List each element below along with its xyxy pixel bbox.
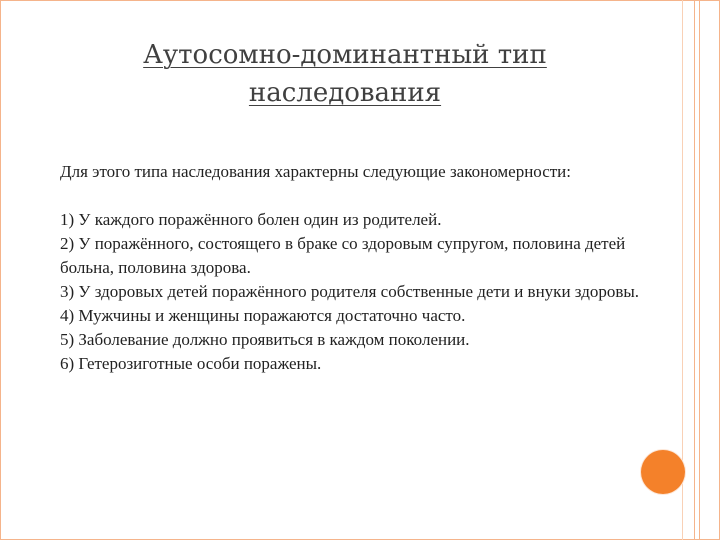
rule-item: 2) У поражённого, состоящего в браке со здоровым супругом, половина детей больна, половина здорова. <box>60 234 626 277</box>
decorative-vertical-line <box>699 0 700 540</box>
rule-item: 4) Мужчины и женщины поражаются достаточно часто. <box>60 306 466 325</box>
rule-item: 3) У здоровых детей поражённого родителя собственные дети и внуки здоровы. <box>60 282 640 301</box>
rule-item: 6) Гетерозиготные особи поражены. <box>60 354 322 373</box>
rule-item: 5) Заболевание должно проявиться в каждом поколении. <box>60 330 470 349</box>
intro-text: Для этого типа наследования характерны следующие закономерности: <box>60 162 572 181</box>
slide-title: Аутосомно-доминантный тип наследования <box>143 40 547 108</box>
decorative-circle <box>641 450 685 494</box>
decorative-vertical-line <box>682 0 683 540</box>
rule-item: 1) У каждого поражённого болен один из родителей. <box>60 210 442 229</box>
decorative-vertical-line <box>694 0 695 540</box>
slide-body <box>60 160 640 376</box>
